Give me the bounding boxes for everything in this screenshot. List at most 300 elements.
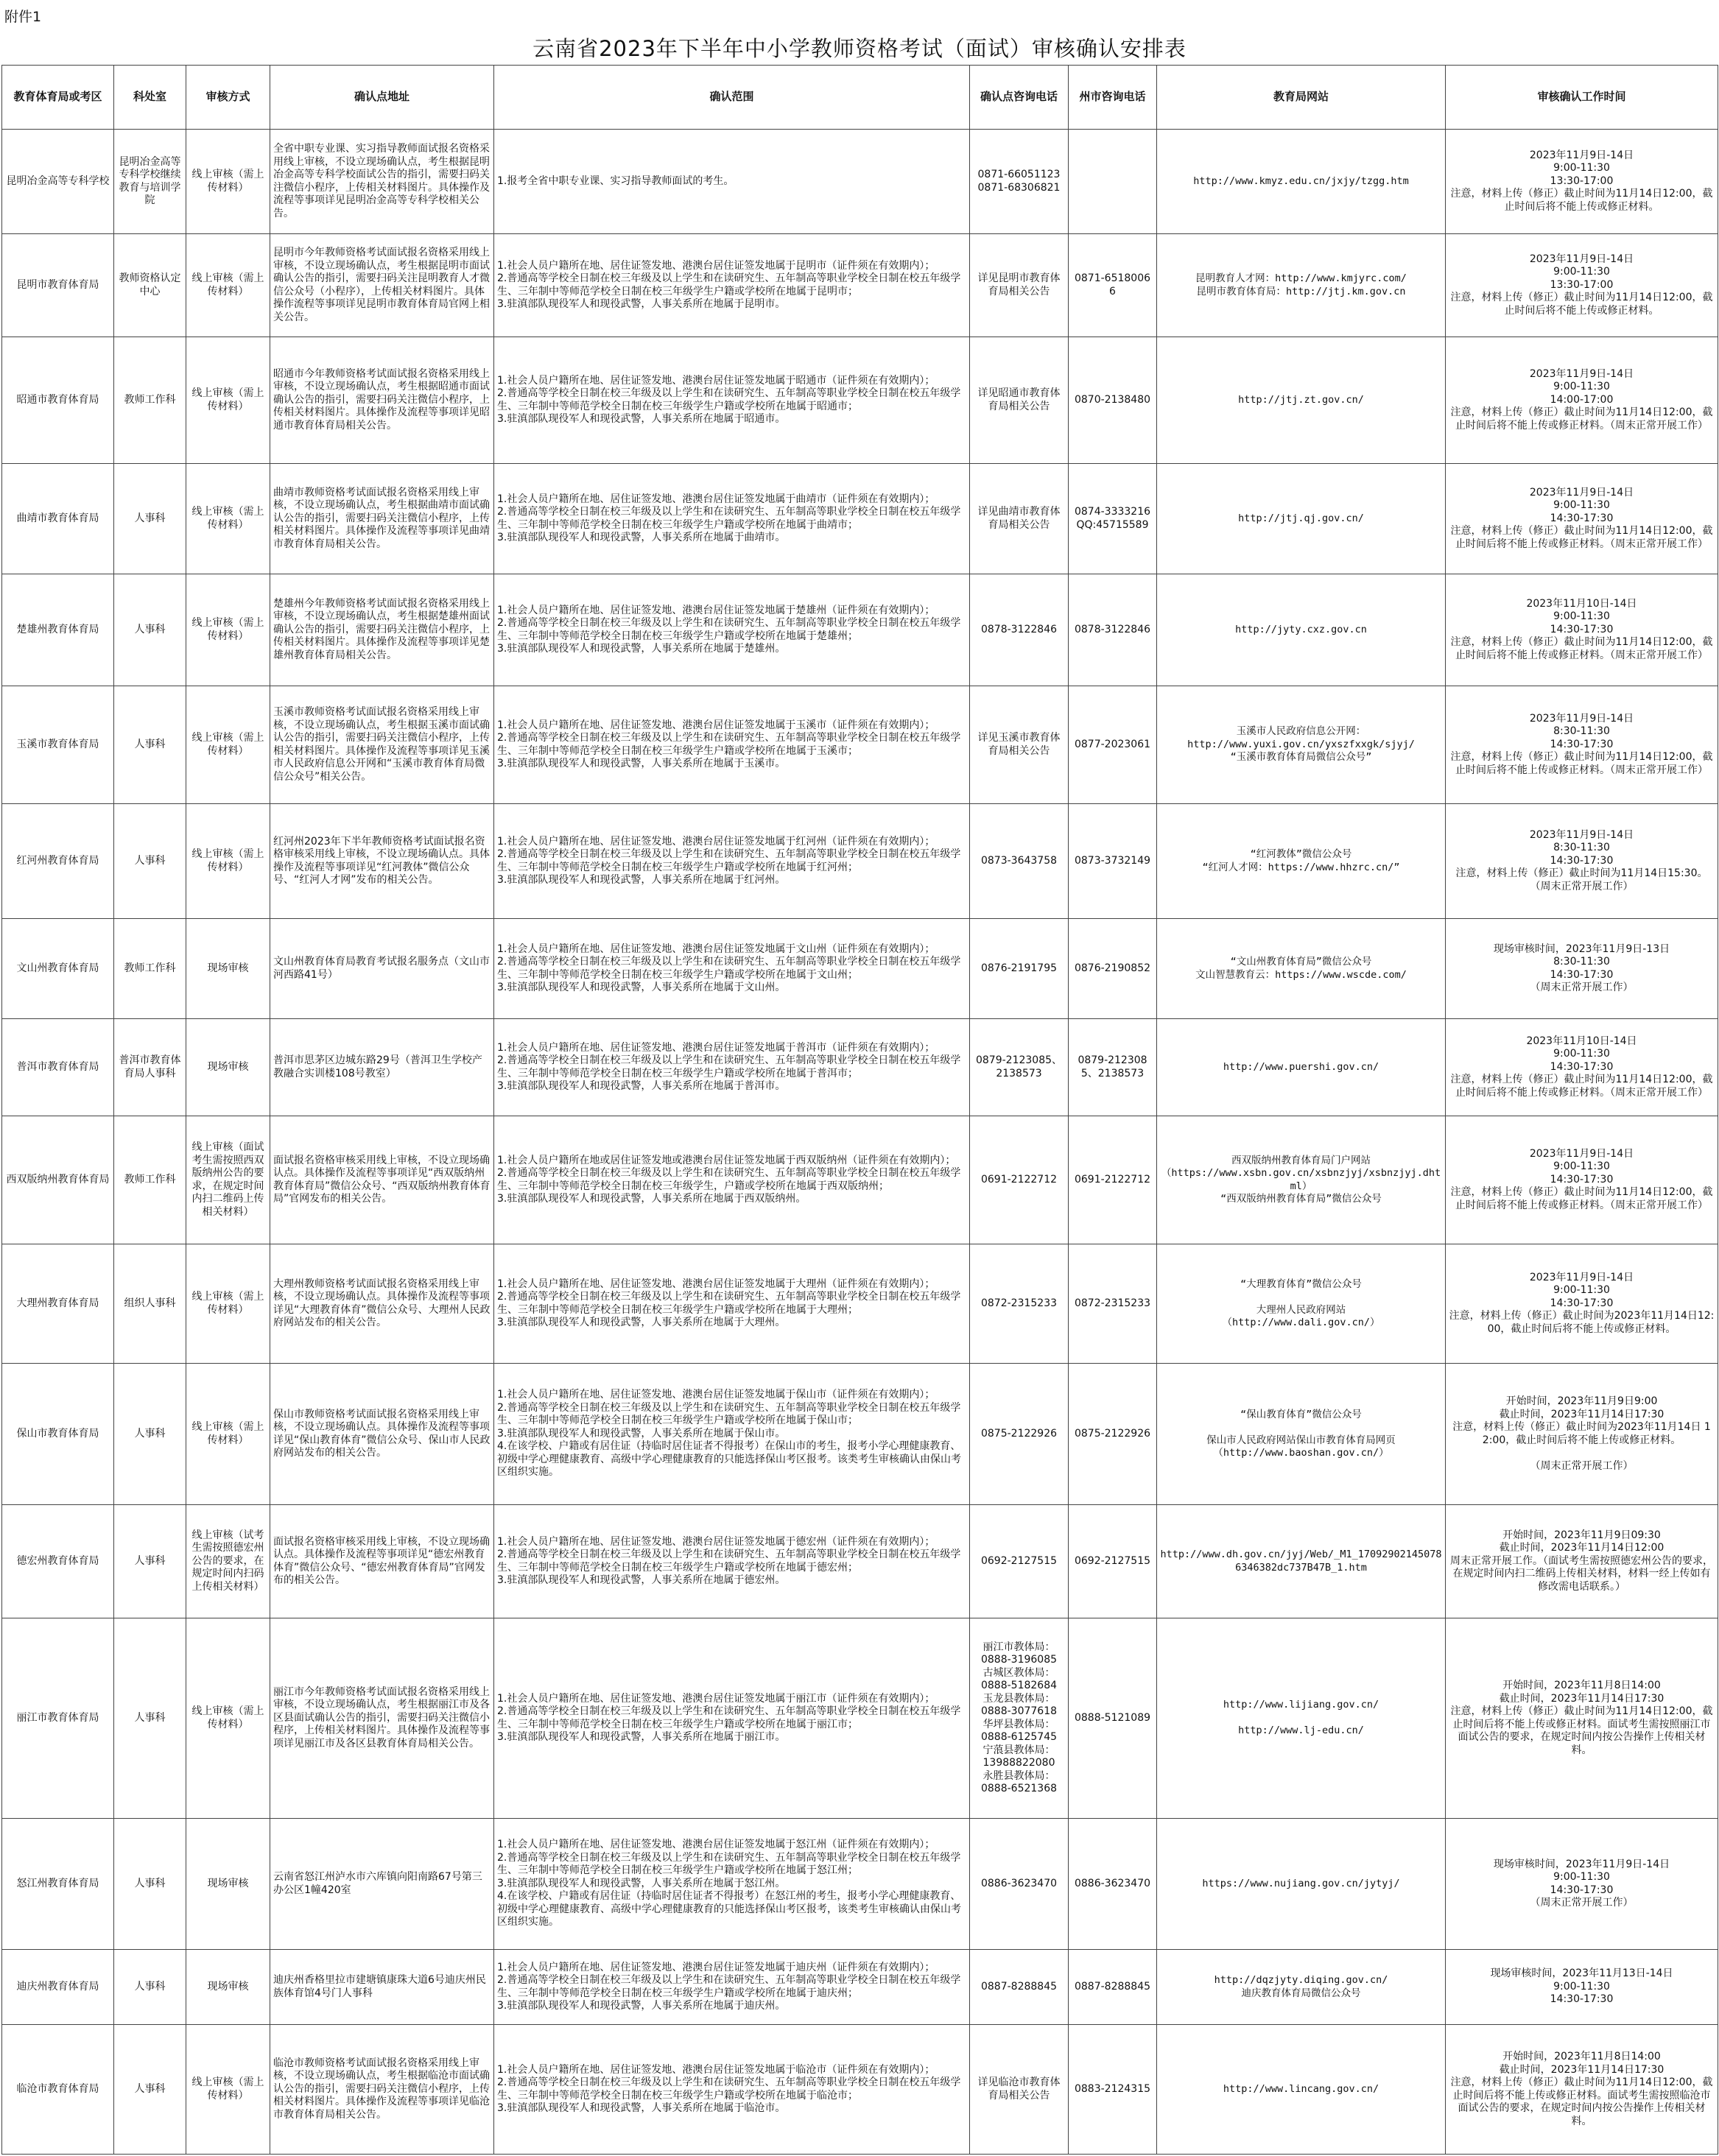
header-website: 教育局网站	[1157, 66, 1446, 130]
cell-line: 1.社会人员户籍所在地、居住证签发地、港澳台居住证签发地属于保山市（证件须在有效期内）；	[497, 1389, 935, 1401]
cell-dept	[114, 1505, 186, 1618]
cell-line: 迪庆州香格里拉市建塘镇康珠大道6号迪庆州民族体育馆4号门人事科	[273, 1974, 486, 1999]
cell-phone-city	[1069, 1950, 1157, 2025]
cell-line: 0875-2122926	[980, 1427, 1058, 1440]
cell-address	[270, 574, 494, 686]
cell-phone-point	[970, 1505, 1069, 1618]
cell-line: 0870-2138480	[1074, 393, 1151, 406]
cell-line: 14:00-17:00	[1550, 393, 1614, 406]
cell-line: 2023年11月9日-14日	[1529, 367, 1634, 380]
cell-line: http://www.dh.gov.cn/jyj/Web/_M1_170929021450786346382dc737B47B_1.htm	[1160, 1549, 1442, 1574]
schedule-table	[1, 65, 1718, 2155]
cell-line: 人事科	[134, 512, 166, 524]
table-row	[2, 1019, 1718, 1116]
cell-bureau	[2, 1019, 114, 1116]
cell-line: 3.驻滇部队现役军人和现役武警，人事关系所在地属于丽江市。	[497, 1731, 786, 1743]
cell-website	[1157, 1244, 1446, 1364]
cell-line: http://jtj.zt.gov.cn/	[1238, 393, 1364, 406]
table-row	[2, 130, 1718, 234]
cell-address	[270, 1618, 494, 1819]
cell-line: 0879-2123085、2138573	[975, 1054, 1063, 1079]
cell-line: 注意，材料上传（修正）截止时间为2023年11月14日12:00，截止时间后将不能上传或修正材料。	[1449, 1310, 1715, 1335]
cell-phone-city	[1069, 1116, 1157, 1244]
cell-line: 宁蒗县教体局：	[982, 1744, 1055, 1756]
cell-line: 1.社会人员户籍所在地、居住证签发地、港澳台居住证签发地属于临沧市（证件须在有效期内）；	[497, 2063, 935, 2076]
cell-line: 教师工作科	[124, 393, 176, 406]
cell-line: 2.普通高等学校全日制在校三年级及以上学生和在读研究生、五年制高等职业学校全日制在校五年级学生、三年制中等师范学校全日制在校三年级学生户籍或学校所在地属于临沧市；	[497, 2076, 961, 2102]
cell-line: 0692-2127515	[980, 1554, 1058, 1567]
cell-line: 楚雄州教育体育局	[16, 623, 99, 635]
cell-line: 0871-65180066	[1074, 272, 1151, 297]
cell-line: 周末正常开展工作。（面试考生需按照德宏州公告的要求，在规定时间内扫二维码上传相关材料，材料一经上传如有修改需电话联系。）	[1450, 1554, 1713, 1593]
cell-line: “保山教育体育”微信公众号	[1240, 1408, 1362, 1420]
cell-dept	[114, 2025, 186, 2155]
cell-line: 3.驻滇部队现役军人和现役武警，人事关系所在地属于西双版纳州。	[497, 1193, 806, 1205]
cell-line: 丽江市今年教师资格考试面试报名资格采用线上审核，不设立现场确认点，考生根据丽江市及各区县面试确认公告的指引，需要扫码关注微信小程序，上传相关材料图片。具体操作及流程等事项详见丽江市及各区县教育体育局相关公告。	[273, 1685, 490, 1750]
cell-line: “红河教体”微信公众号	[1250, 848, 1352, 860]
cell-phone-point	[970, 804, 1069, 919]
cell-line: 2.普通高等学校全日制在校三年级及以上学生和在读研究生、五年制高等职业学校全日制在校五年级学生、三年制中等师范学校全日制在校三年级学生户籍或学校所在地属于文山州；	[497, 956, 961, 981]
cell-address	[270, 919, 494, 1019]
cell-line: “大理教育体育”微信公众号	[1240, 1278, 1362, 1290]
cell-bureau	[2, 234, 114, 337]
cell-line: 14:30-17:30	[1550, 1993, 1614, 2006]
cell-method	[186, 464, 270, 574]
cell-line: 丽江市教体局：	[982, 1641, 1055, 1653]
cell-scope	[494, 1364, 970, 1505]
cell-line: 教师资格认定中心	[119, 272, 181, 297]
cell-line: http://www.puershi.gov.cn/	[1223, 1060, 1379, 1073]
cell-line: 详见临沧市教育体育局相关公告	[977, 2076, 1061, 2102]
cell-line: 1.社会人员户籍所在地、居住证签发地、港澳台居住证签发地属于怒江州（证件须在有效期内）；	[497, 1839, 935, 1851]
cell-line: 面试报名资格审核采用线上审核，不设立现场确认点。具体操作及流程等事项详见“西双版纳州教育体育局”微信公众号、“西双版纳州教育体育局”官网发布的相关公告。	[273, 1154, 491, 1205]
cell-line: 保山市人民政府网站保山市教育体育局网页	[1206, 1434, 1396, 1446]
cell-line: 红河州教育体育局	[16, 854, 99, 867]
cell-line: 截止时间，2023年11月14日17:30	[1499, 1692, 1664, 1705]
cell-line: 线上审核（需上传材料）	[191, 1705, 264, 1730]
cell-line: 1.社会人员户籍所在地、居住证签发地、港澳台居住证签发地属于玉溪市（证件须在有效期内）；	[497, 719, 935, 731]
cell-method	[186, 1819, 270, 1950]
cell-line: 2023年11月10日-14日	[1526, 597, 1637, 610]
cell-line: 注意，材料上传（修正）截止时间为11月14日12:00，截止时间后将不能上传或修正材料。（周末正常开展工作）	[1450, 636, 1713, 661]
cell-line: 人事科	[134, 623, 166, 635]
header-scope: 确认范围	[494, 66, 970, 130]
cell-line: 人事科	[134, 1554, 166, 1567]
cell-line: 3.驻滇部队现役军人和现役武警，人事关系所在地属于怒江州。	[497, 1877, 786, 1889]
table-row	[2, 919, 1718, 1019]
cell-line: 2023年11月9日-14日	[1529, 253, 1634, 265]
cell-line: 截止时间，2023年11月14日12:00	[1499, 1542, 1664, 1554]
cell-line: 注意，材料上传（修正）截止时间为11月14日12:00，截止时间后将不能上传或修正材料。（周末正常开展工作）	[1450, 525, 1713, 550]
cell-line: 14:30-17:30	[1550, 512, 1614, 524]
cell-method	[186, 686, 270, 804]
cell-line: 2.普通高等学校全日制在校三年级及以上学生和在读研究生、五年制高等职业学校全日制在校五年级学生、三年制中等师范学校全日制在校三年级学生户籍或学校所在地属于德宏州；	[497, 1549, 961, 1574]
cell-time	[1446, 234, 1718, 337]
cell-method	[186, 1505, 270, 1618]
cell-phone-point	[970, 234, 1069, 337]
cell-dept	[114, 1618, 186, 1819]
cell-line: 2.普通高等学校全日制在校三年级及以上学生和在读研究生、五年制高等职业学校全日制在校五年级学生、三年制中等师范学校全日制在校三年级学生户籍或学校所在地属于丽江市；	[497, 1705, 961, 1730]
cell-phone-city	[1069, 1364, 1157, 1505]
cell-line: （https://www.xsbn.gov.cn/xsbnzjyj/xsbnzjyj.dhtml）	[1161, 1167, 1441, 1192]
cell-website	[1157, 2025, 1446, 2155]
cell-line: 注意，材料上传（修正）截止时间为11月14日12:00，截止时间后将不能上传或修正材料。（周末正常开展工作）	[1450, 1186, 1713, 1211]
cell-bureau	[2, 1950, 114, 2025]
cell-phone-city	[1069, 337, 1157, 464]
cell-method	[186, 2025, 270, 2155]
cell-line: 现场审核时间，2023年11月9日-14日	[1493, 1858, 1670, 1870]
cell-line	[1160, 1712, 1442, 1725]
cell-line: 2023年11月10日-14日	[1526, 1035, 1637, 1047]
cell-line: 古城区教体局：	[982, 1666, 1055, 1679]
cell-line: 线上审核（需上传材料）	[191, 2076, 264, 2102]
cell-line: 2.普通高等学校全日制在校三年级及以上学生和在读研究生、五年制高等职业学校全日制在校五年级学生、三年制中等师范学校全日制在校三年级学生户籍或学校所在地属于楚雄州；	[497, 617, 961, 642]
cell-line: 线上审核（试考生需按照德宏州公告的要求，在规定时间内扫码上传相关材料）	[191, 1529, 264, 1593]
cell-time	[1446, 464, 1718, 574]
cell-line: 3.驻滇部队现役军人和现役武警，人事关系所在地属于玉溪市。	[497, 758, 786, 769]
cell-website	[1157, 1819, 1446, 1950]
cell-line: 文山州教育体育局	[16, 962, 99, 974]
cell-bureau	[2, 1618, 114, 1819]
cell-line: http://www.lijiang.gov.cn/	[1223, 1699, 1379, 1711]
cell-line: 注意，材料上传（修正）截止时间为11月14日12:00，截止时间后将不能上传或修正材料。	[1450, 188, 1713, 213]
cell-address	[270, 1116, 494, 1244]
cell-website	[1157, 1116, 1446, 1244]
cell-line: 14:30-17:30	[1550, 738, 1614, 750]
cell-bureau	[2, 574, 114, 686]
cell-method	[186, 1618, 270, 1819]
cell-phone-point	[970, 1244, 1069, 1364]
cell-line: 4.在该学校、户籍或有居住证（持临时居住证者不得报考）在怒江州的考生，报考小学心理健康教育、初级中学心理健康教育、高级中学心理健康教育的只能选择保山考区报考，该类考生审核确认由保山考区组织实施。	[497, 1890, 961, 1928]
cell-line: 昆明冶金高等专科学校	[6, 175, 110, 187]
cell-time	[1446, 1116, 1718, 1244]
cell-line: 3.驻滇部队现役军人和现役武警，人事关系所在地属于曲靖市。	[497, 532, 786, 543]
cell-scope	[494, 464, 970, 574]
cell-line: 玉龙县教体局：	[982, 1692, 1055, 1705]
cell-line: （周末正常开展工作）	[1530, 1459, 1634, 1472]
cell-website	[1157, 1618, 1446, 1819]
cell-line: http://www.yuxi.gov.cn/yxszfxxgk/sjyj/	[1187, 738, 1415, 750]
cell-scope	[494, 1505, 970, 1618]
cell-time	[1446, 919, 1718, 1019]
cell-line	[1160, 1421, 1442, 1434]
cell-line: 西双版纳州教育体育局门户网站	[1231, 1154, 1371, 1166]
table-row	[2, 2025, 1718, 2155]
cell-line: 人事科	[134, 1877, 166, 1889]
cell-line: 详见曲靖市教育体育局相关公告	[977, 506, 1061, 531]
cell-line: 1.社会人员户籍所在地、居住证签发地、港澳台居住证签发地属于普洱市（证件须在有效期内）；	[497, 1041, 935, 1054]
cell-line: 面试报名资格审核采用线上审核，不设立现场确认点。具体操作及流程等事项详见“德宏州教育体育”微信公众号、“德宏州教育体育局”官网发布的相关公告。	[273, 1535, 490, 1586]
cell-line: 0873-3643758	[980, 854, 1058, 867]
cell-line: 普洱市教育体育局	[16, 1060, 99, 1073]
cell-line: 云南省怒江州泸水市六库镇向阳南路67号第三办公区1幢420室	[273, 1871, 482, 1896]
cell-bureau	[2, 464, 114, 574]
cell-line: 0887-8288845	[1074, 1980, 1151, 1993]
cell-line: 0883-2124315	[1074, 2082, 1151, 2095]
cell-line: QQ:45715589	[1076, 518, 1149, 531]
cell-phone-point	[970, 337, 1069, 464]
cell-line: 2.普通高等学校全日制在校三年级及以上学生和在读研究生、五年制高等职业学校全日制在校五年级学生、三年制中等师范学校全日制在校三年级学生，户籍或学校所在地属于西双版纳州；	[497, 1167, 961, 1192]
cell-phone-point	[970, 2025, 1069, 2155]
cell-line: http://www.lincang.gov.cn/	[1223, 2082, 1379, 2095]
header-address: 确认点地址	[270, 66, 494, 130]
cell-line: 14:30-17:30	[1550, 1060, 1614, 1073]
cell-line: 3.驻滇部队现役军人和现役武警，人事关系所在地属于红河州。	[497, 874, 786, 886]
cell-bureau	[2, 1819, 114, 1950]
cell-line: 0874-3333216	[1074, 506, 1151, 518]
cell-bureau	[2, 919, 114, 1019]
cell-line: 临沧市教育体育局	[16, 2082, 99, 2095]
table-row	[2, 1116, 1718, 1244]
cell-phone-city	[1069, 1019, 1157, 1116]
cell-line: http://www.kmyz.edu.cn/jxjy/tzgg.htm	[1193, 175, 1409, 187]
cell-time	[1446, 804, 1718, 919]
cell-line: 大理州教师资格考试面试报名资格采用线上审核，不设立现场确认点。具体操作及流程等事项详见“大理教育体育”微信公众号、大理州人民政府网站发布的相关公告。	[273, 1278, 491, 1328]
cell-address	[270, 1364, 494, 1505]
cell-line: 注意，材料上传（修正）截止时间为11月14日12:00，截止时间后将不能上传或修正材料。（周末正常开展工作）	[1450, 406, 1713, 431]
cell-method	[186, 1244, 270, 1364]
page-title: 云南省2023年下半年中小学教师资格考试（面试）审核确认安排表	[532, 36, 1187, 61]
cell-line: 永胜县教体局：	[982, 1769, 1055, 1782]
cell-time	[1446, 1618, 1718, 1819]
header-bureau: 教育体育局或考区	[2, 66, 114, 130]
cell-website	[1157, 1019, 1446, 1116]
cell-line: 注意，材料上传（修正）截止时间为11月14日12:00，截止时间后将不能上传或修正材料。（周末正常开展工作）	[1450, 751, 1713, 776]
cell-method	[186, 234, 270, 337]
cell-line: 现场审核	[207, 1877, 249, 1889]
table-row	[2, 1505, 1718, 1618]
cell-line: 9:00-11:30	[1553, 499, 1610, 512]
cell-website	[1157, 686, 1446, 804]
cell-line: 现场审核	[207, 962, 249, 974]
cell-line: 8:30-11:30	[1553, 956, 1610, 968]
cell-phone-point	[970, 919, 1069, 1019]
cell-address	[270, 1819, 494, 1950]
cell-line: 保山市教师资格考试面试报名资格采用线上审核，不设立现场确认点。具体操作及流程等事项详见“保山教育体育”微信公众号、保山市人民政府网站发布的相关公告。	[273, 1408, 491, 1459]
cell-line: 昭通市今年教师资格考试面试报名资格采用线上审核，不设立现场确认点，考生根据昭通市面试确认公告的指引，需要扫码关注微信小程序，上传相关材料图片。具体操作及流程等事项详见昭通市教育体育局相关公告。	[273, 367, 490, 431]
cell-scope	[494, 2025, 970, 2155]
cell-method	[186, 1019, 270, 1116]
cell-line: 9:00-11:30	[1553, 266, 1610, 278]
cell-line: 开始时间，2023年11月8日14:00	[1502, 2051, 1661, 2062]
table-row	[2, 1819, 1718, 1950]
table-row	[2, 804, 1718, 919]
cell-line: 8:30-11:30	[1553, 842, 1610, 854]
cell-line: 华坪县教体局：	[982, 1718, 1055, 1730]
cell-phone-city	[1069, 1819, 1157, 1950]
cell-address	[270, 130, 494, 234]
header-time: 审核确认工作时间	[1446, 66, 1718, 130]
cell-line: 注意，材料上传（修正）截止时间为11月14日15:30。（周末正常开展工作）	[1455, 867, 1708, 892]
cell-line: 13:30-17:00	[1550, 278, 1614, 291]
cell-line: 9:00-11:30	[1553, 1284, 1610, 1297]
cell-line: 昆明冶金高等专科学校继续教育与培训学院	[119, 155, 181, 206]
cell-dept	[114, 1819, 186, 1950]
cell-line: 西双版纳州教育体育局	[6, 1173, 110, 1186]
cell-phone-city	[1069, 686, 1157, 804]
cell-line: 组织人事科	[124, 1297, 176, 1309]
table-row	[2, 234, 1718, 337]
cell-scope	[494, 1244, 970, 1364]
cell-line: 教师工作科	[124, 962, 176, 974]
cell-line: 线上审核（需上传材料）	[191, 617, 264, 642]
cell-line: 曲靖市教育体育局	[16, 512, 99, 524]
cell-line: 0888-5121089	[1074, 1711, 1151, 1724]
cell-line: 迪庆教育体育局微信公众号	[1241, 1987, 1361, 1999]
table-row	[2, 464, 1718, 574]
cell-line: 0691-2122712	[1074, 1173, 1151, 1186]
cell-bureau	[2, 804, 114, 919]
cell-method	[186, 1950, 270, 2025]
cell-line: 大理州教育体育局	[16, 1297, 99, 1309]
cell-website	[1157, 574, 1446, 686]
cell-address	[270, 337, 494, 464]
cell-line: 13:30-17:00	[1550, 175, 1614, 187]
cell-scope	[494, 1019, 970, 1116]
cell-line: 2023年11月9日-14日	[1529, 486, 1634, 499]
cell-phone-city	[1069, 2025, 1157, 2155]
cell-line: 线上审核（面试考生需按照西双版纳州公告的要求，在规定时间内扫二维码上传相关材料）	[191, 1141, 264, 1218]
cell-phone-city	[1069, 574, 1157, 686]
cell-line	[1072, 175, 1153, 189]
cell-time	[1446, 1019, 1718, 1116]
cell-line: 0886-3623470	[980, 1877, 1058, 1889]
cell-address	[270, 686, 494, 804]
cell-phone-point	[970, 686, 1069, 804]
cell-phone-city	[1069, 130, 1157, 234]
cell-dept	[114, 234, 186, 337]
cell-method	[186, 1364, 270, 1505]
cell-line: 线上审核（需上传材料）	[191, 848, 264, 873]
cell-phone-point	[970, 1819, 1069, 1950]
cell-scope	[494, 1819, 970, 1950]
cell-bureau	[2, 1505, 114, 1618]
cell-line: 1.社会人员户籍所在地、居住证签发地、港澳台居住证签发地属于红河州（证件须在有效期内）；	[497, 835, 935, 848]
cell-line: 1.报考全省中职专业课、实习指导教师面试的考生。	[497, 175, 734, 187]
cell-line: 0888-6125745	[980, 1731, 1058, 1743]
cell-phone-city	[1069, 464, 1157, 574]
header-method: 审核方式	[186, 66, 270, 130]
cell-line: 0691-2122712	[980, 1173, 1058, 1186]
cell-address	[270, 1950, 494, 2025]
cell-line: 1.社会人员户籍所在地、居住证签发地、港澳台居住证签发地属于德宏州（证件须在有效期内）；	[497, 1535, 935, 1548]
cell-line: 14:30-17:30	[1550, 623, 1614, 635]
cell-dept	[114, 1019, 186, 1116]
cell-line: （http://www.dali.gov.cn/）	[1222, 1317, 1380, 1328]
cell-dept	[114, 574, 186, 686]
cell-line: “西双版纳州教育体育局”微信公众号	[1220, 1193, 1382, 1205]
cell-dept	[114, 1364, 186, 1505]
cell-line: 开始时间，2023年11月8日14:00	[1502, 1680, 1661, 1691]
cell-line: 昭通市教育体育局	[16, 393, 99, 406]
cell-line: 文山智慧教育云：https://www.wscde.com/	[1195, 968, 1407, 981]
cell-line	[1160, 1291, 1442, 1304]
cell-line: 0876-2191795	[980, 962, 1058, 974]
cell-address	[270, 2025, 494, 2155]
cell-line: 注意，材料上传（修正）截止时间为11月14日12:00，截止时间后将不能上传或修正材料。面试考生需按照临沧市面试公告的要求，在规定时间内按公告操作上传相关材料。	[1450, 2076, 1713, 2127]
cell-method	[186, 919, 270, 1019]
cell-phone-point	[970, 1019, 1069, 1116]
cell-line: 9:00-11:30	[1553, 1048, 1610, 1060]
cell-scope	[494, 1618, 970, 1819]
header-phone-point: 确认点咨询电话	[970, 66, 1069, 130]
cell-line: 3.驻滇部队现役军人和现役武警，人事关系所在地属于文山州。	[497, 982, 786, 993]
cell-line: 13988822080	[982, 1757, 1055, 1769]
cell-scope	[494, 804, 970, 919]
cell-line: 现场审核时间，2023年11月9日-13日	[1493, 943, 1670, 955]
cell-line: 2.普通高等学校全日制在校三年级及以上学生和在读研究生、五年制高等职业学校全日制在校五年级学生、三年制中等师范学校全日制在校三年级学生户籍或学校所在地属于玉溪市；	[497, 732, 961, 757]
cell-line: http://jyty.cxz.gov.cn	[1235, 623, 1367, 635]
cell-line: 2023年11月9日-14日	[1529, 1147, 1634, 1160]
cell-dept	[114, 804, 186, 919]
cell-line: 1.社会人员户籍所在地或居住证签发地或港澳台居住证签发地属于西双版纳州（证件须在有效期内）；	[497, 1154, 956, 1166]
cell-line: 昆明市教育体育局	[16, 278, 99, 291]
cell-line: 0872-2315233	[980, 1297, 1058, 1309]
cell-line: 普洱市教育体育局人事科	[119, 1054, 181, 1079]
cell-line: 曲靖市教师资格考试面试报名资格采用线上审核，不设立现场确认点，考生根据曲靖市面试确认公告的指引，需要扫码关注微信小程序，上传相关材料图片。具体操作及流程等事项详见曲靖市教育体育局相关公告。	[273, 486, 490, 550]
cell-line: 文山州教育体育局教育考试报名服务点（文山市河西路41号）	[273, 956, 490, 981]
cell-scope	[494, 686, 970, 804]
table-row	[2, 574, 1718, 686]
cell-line: 2.普通高等学校全日制在校三年级及以上学生和在读研究生、五年制高等职业学校全日制在校五年级学生、三年制中等师范学校全日制在校三年级学生户籍或学校所在地属于迪庆州；	[497, 1974, 961, 1999]
cell-method	[186, 804, 270, 919]
cell-scope	[494, 337, 970, 464]
cell-line: 开始时间，2023年11月9日09:30	[1502, 1529, 1661, 1541]
cell-line: 人事科	[134, 1711, 166, 1724]
cell-line: 详见昆明市教育体育局相关公告	[977, 272, 1061, 297]
cell-line: 2.普通高等学校全日制在校三年级及以上学生和在读研究生、五年制高等职业学校全日制在校五年级学生、三年制中等师范学校全日制在校三年级学生户籍或学校所在地属于保山市；	[497, 1401, 961, 1427]
table-body	[2, 130, 1718, 2155]
cell-line: 丽江市教育体育局	[16, 1711, 99, 1724]
cell-bureau	[2, 1364, 114, 1505]
cell-dept	[114, 686, 186, 804]
cell-line: http://www.lj-edu.cn/	[1238, 1725, 1364, 1737]
cell-website	[1157, 464, 1446, 574]
cell-line: 截止时间，2023年11月14日17:30	[1499, 2063, 1664, 2076]
cell-line: 玉溪市人民政府信息公开网：	[1236, 725, 1366, 738]
cell-phone-city	[1069, 234, 1157, 337]
cell-line: 14:30-17:30	[1550, 1297, 1614, 1309]
cell-line: 注意，材料上传（修正）截止时间为11月14日12:00，截止时间后将不能上传或修正材料。	[1450, 292, 1713, 317]
table-row	[2, 1618, 1718, 1819]
cell-method	[186, 337, 270, 464]
cell-phone-city	[1069, 1505, 1157, 1618]
cell-line: 开始时间，2023年11月9日9:00	[1505, 1395, 1658, 1407]
cell-line: 3.驻滇部队现役军人和现役武警，人事关系所在地属于昆明市。	[497, 298, 786, 310]
cell-line: 2.普通高等学校全日制在校三年级及以上学生和在读研究生、五年制高等职业学校全日制在校五年级学生、三年制中等师范学校全日制在校三年级学生户籍或学校所在地属于大理州；	[497, 1291, 961, 1316]
cell-bureau	[2, 130, 114, 234]
cell-line: 0692-2127515	[1074, 1554, 1151, 1567]
cell-line: 线上审核（需上传材料）	[191, 1421, 264, 1446]
cell-line: 3.驻滇部队现役军人和现役武警，人事关系所在地属于临沧市。	[497, 2102, 786, 2114]
cell-line: 3.驻滇部队现役军人和现役武警，人事关系所在地属于大理州。	[497, 1317, 786, 1328]
table-row	[2, 337, 1718, 464]
cell-line: 3.驻滇部队现役军人和现役武警，人事关系所在地属于德宏州。	[497, 1574, 786, 1586]
cell-line: 红河州2023年下半年教师资格考试面试报名资格审核采用线上审核，不设立现场确认点。具体操作及流程等事项详见“红河教体”微信公众号、“红河人才网”发布的相关公告。	[273, 835, 490, 886]
table-row	[2, 1244, 1718, 1364]
cell-time	[1446, 1244, 1718, 1364]
cell-line: 8:30-11:30	[1553, 725, 1610, 738]
cell-line: 2.普通高等学校全日制在校三年级及以上学生和在读研究生、五年制高等职业学校全日制在校五年级学生、三年制中等师范学校全日制在校三年级学生户籍或学校所在地属于曲靖市；	[497, 506, 961, 531]
cell-line: 1.社会人员户籍所在地、居住证签发地、港澳台居住证签发地属于昆明市（证件须在有效期内）；	[497, 259, 935, 272]
cell-line: 2.普通高等学校全日制在校三年级及以上学生和在读研究生、五年制高等职业学校全日制在校五年级学生、三年制中等师范学校全日制在校三年级学生户籍或学校所在地属于红河州；	[497, 848, 961, 873]
cell-line: 2.普通高等学校全日制在校三年级及以上学生和在读研究生、五年制高等职业学校全日制在校五年级学生、三年制中等师范学校全日制在校三年级学生户籍或学校所在地属于普洱市；	[497, 1054, 961, 1079]
cell-line: 2023年11月9日-14日	[1529, 828, 1634, 841]
table-row	[2, 1950, 1718, 2025]
cell-method	[186, 574, 270, 686]
cell-line: 注意，材料上传（修正）截止时间为11月14日12:00，截止时间后将不能上传或修正材料。面试考生需按照丽江市面试公告的要求，在规定时间内按公告操作上传相关材料。	[1450, 1705, 1713, 1756]
cell-line: 0872-2315233	[1074, 1297, 1151, 1309]
